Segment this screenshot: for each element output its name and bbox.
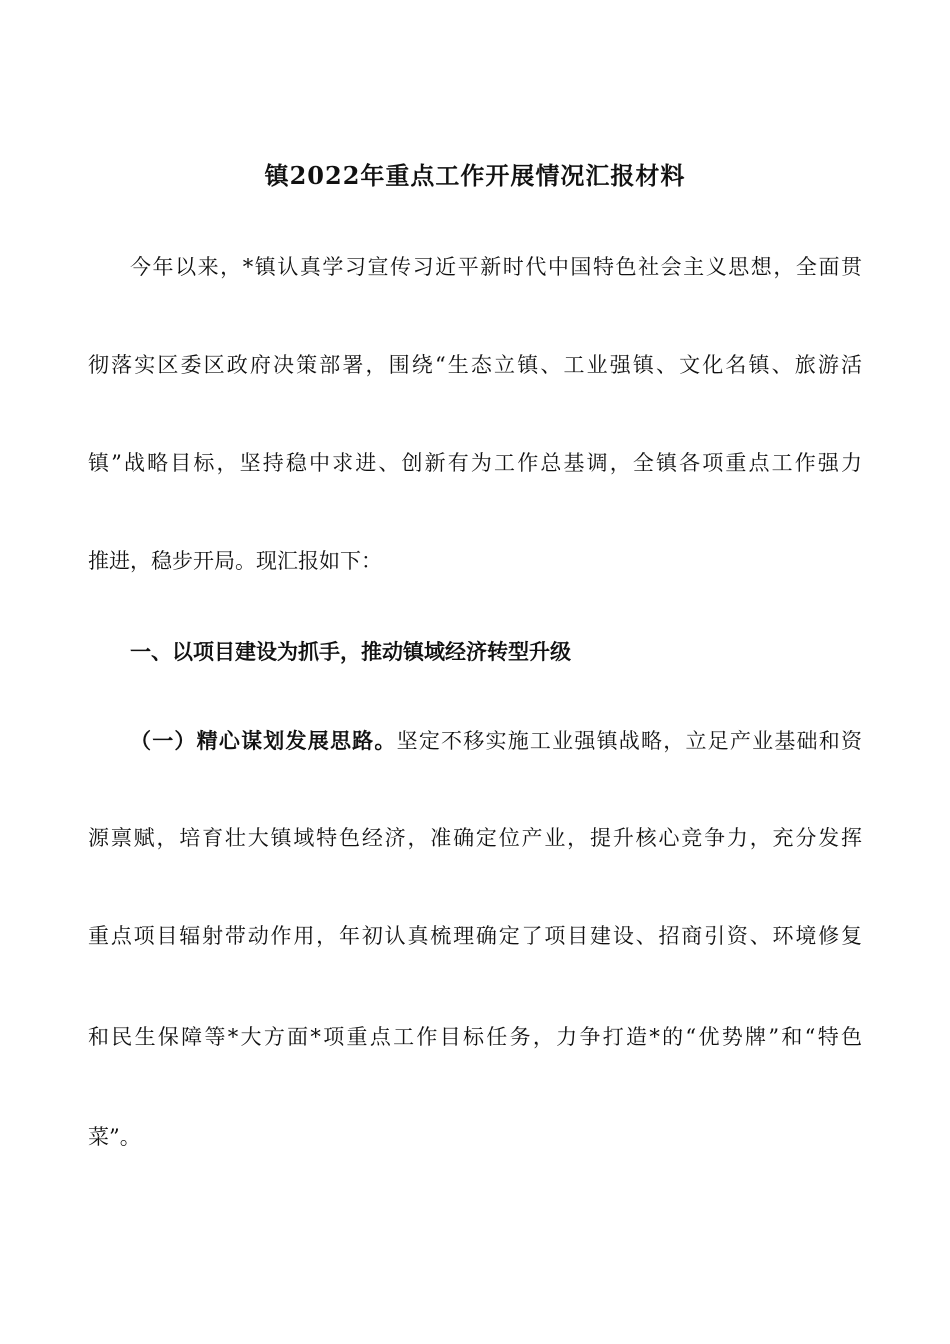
intro-line-1: 今年以来，*镇认真学习宣传习近平新时代中国特色社会主义思想，全面贯 bbox=[130, 255, 862, 279]
section-heading: 一、以项目建设为抓手，推动镇域经济转型升级 bbox=[130, 639, 571, 664]
intro-line-2: 彻落实区委区政府决策部署，围绕“生态立镇、工业强镇、文化名镇、旅游活 bbox=[88, 353, 862, 377]
subsection-line-2: 源禀赋，培育壮大镇域特色经济，准确定位产业，提升核心竞争力，充分发挥 bbox=[88, 826, 862, 850]
intro-line-4: 推进，稳步开局。现汇报如下： bbox=[88, 549, 382, 573]
subsection-first-line-text: 坚定不移实施工业强镇战略，立足产业基础和资 bbox=[396, 729, 862, 753]
intro-line-3: 镇”战略目标，坚持稳中求进、创新有为工作总基调，全镇各项重点工作强力 bbox=[88, 451, 862, 475]
subsection-line-4: 和民生保障等*大方面*项重点工作目标任务，力争打造*的“优势牌”和“特色 bbox=[88, 1025, 862, 1049]
subsection-first-line bbox=[130, 726, 862, 756]
subsection-line-3: 重点项目辐射带动作用，年初认真梳理确定了项目建设、招商引资、环境修复 bbox=[88, 924, 862, 948]
subsection-label: （一）精心谋划发展思路。 bbox=[130, 728, 397, 753]
document-title: 镇2022年重点工作开展情况汇报材料 bbox=[264, 161, 686, 190]
subsection-line-5: 菜”。 bbox=[88, 1125, 141, 1149]
